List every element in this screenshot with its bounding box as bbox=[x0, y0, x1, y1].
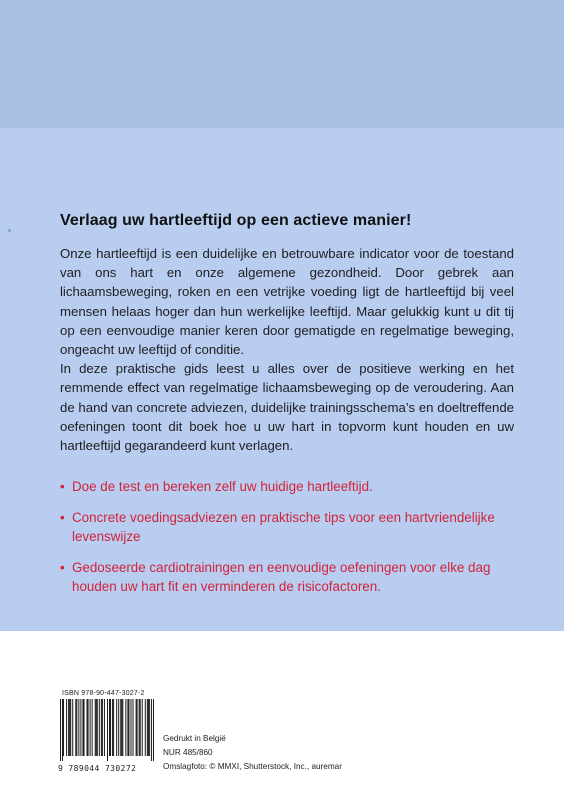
nur-code: NUR 485/860 bbox=[163, 748, 213, 757]
imprint bbox=[163, 732, 342, 774]
body-paragraph-2: In deze praktische gids leest u alles over de positieve werking en het remmende effect van regelmatige lichaamsbeweging op de veroudering. Aan de hand van concrete adviezen, duidelijke trainingsschema’s en doeltreffende oefeningen toont dit boek hoe u uw hart in topvorm kunt houden en uw hartleeftijd gegarandeerd kunt verlagen. bbox=[60, 361, 514, 454]
feature-list bbox=[60, 477, 514, 597]
bullet-icon: • bbox=[60, 509, 65, 525]
body-paragraph-1: Onze hartleeftijd is een duidelijke en betrouwbare indicator voor de toestand van ons hart en onze algemene gezondheid. Door gebrek aan lichaamsbeweging, roken en een vetrijke voeding ligt de hartleeftijd bij veel mensen helaas hoger dan hun werkelijke leeftijd. Maar gelukkig kunt u dit tij op een eenvoudige manier keren door gematigde en regelmatige beweging, ongeacht uw leeftijd of conditie. bbox=[60, 246, 514, 358]
top-band bbox=[0, 0, 564, 128]
barcode-icon bbox=[60, 699, 154, 761]
bullet-icon: • bbox=[60, 479, 65, 495]
feature-text: Gedoseerde cardiotrainingen en eenvoudige oefeningen voor elke dag houden uw hart fit en verminderen de risicofactoren. bbox=[72, 559, 491, 595]
barcode-digits: 9 789044 730272 bbox=[58, 764, 137, 773]
cover-text bbox=[60, 212, 514, 608]
feature-item bbox=[60, 508, 514, 547]
isbn-label: ISBN 978-90-447-3027-2 bbox=[62, 690, 145, 697]
printed-in: Gedrukt in België bbox=[163, 734, 226, 743]
print-speck bbox=[8, 229, 11, 232]
feature-item bbox=[60, 477, 514, 497]
feature-text: Concrete voedingsadviezen en praktische tips voor een hartvriendelijke levenswijze bbox=[72, 509, 495, 545]
cover-heading: Verlaag uw hartleeftijd op een actieve manier! bbox=[60, 212, 412, 229]
feature-item bbox=[60, 558, 514, 597]
cover-photo-credit: Omslagfoto: © MMXI, Shutterstock, Inc., auremar bbox=[163, 762, 342, 771]
bullet-icon: • bbox=[60, 559, 65, 575]
feature-text: Doe de test en bereken zelf uw huidige hartleeftijd. bbox=[72, 479, 373, 495]
